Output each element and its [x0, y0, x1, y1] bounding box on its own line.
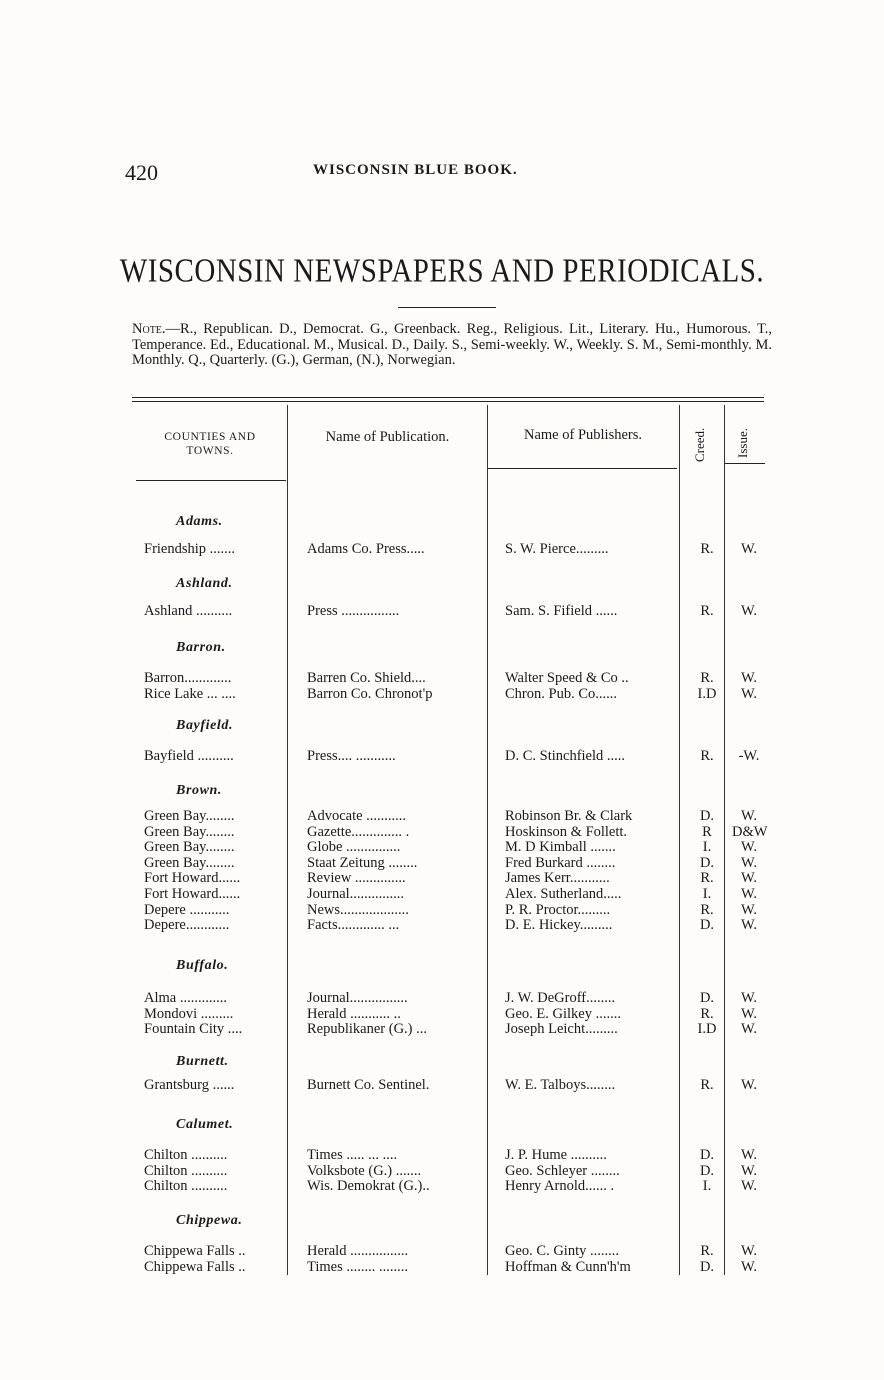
town-cell: Fort Howard...... — [144, 870, 241, 887]
publisher-cell: J. P. Hume .......... — [505, 1147, 607, 1163]
creed-cell: D. — [699, 808, 715, 824]
county-heading: Brown. — [176, 783, 223, 798]
publication-cell: Facts............. ... — [307, 917, 400, 934]
town-cell: Chilton .......... — [144, 1147, 228, 1163]
issue-cell: -W. — [738, 748, 760, 764]
table-row — [0, 839, 884, 855]
creed-cell: D. — [699, 1162, 715, 1179]
table-row — [0, 1077, 884, 1093]
publication-cell: Barren Co. Shield.... — [307, 670, 426, 686]
creed-cell: R. — [700, 901, 714, 918]
table-row — [0, 603, 884, 619]
publication-cell: Globe ............... — [307, 839, 401, 856]
column-header-publishers: Name of Publishers. — [524, 427, 642, 443]
publisher-cell: D. C. Stinchfield ..... — [505, 748, 626, 764]
publication-cell: Republikaner (G.) ... — [307, 1021, 427, 1038]
publisher-cell: P. R. Proctor......... — [505, 901, 611, 918]
creed-cell: D. — [699, 990, 715, 1006]
county-heading: Ashland. — [176, 576, 233, 591]
creed-cell: R. — [700, 603, 714, 619]
creed-cell: D. — [699, 1258, 715, 1275]
issue-cell: W. — [741, 1147, 757, 1163]
issue-cell: W. — [741, 1021, 757, 1038]
creed-cell: R. — [700, 748, 714, 764]
publisher-cell: Geo. C. Ginty ........ — [505, 1243, 619, 1259]
creed-cell: I.D — [697, 685, 717, 702]
table-row — [0, 824, 884, 840]
town-cell: Grantsburg ...... — [144, 1077, 235, 1093]
abbreviation-note — [132, 322, 772, 369]
creed-cell: D. — [699, 917, 715, 934]
table-row — [0, 1178, 884, 1194]
issue-cell: W. — [741, 990, 757, 1006]
issue-cell: W. — [741, 670, 757, 686]
table-row — [0, 886, 884, 902]
town-cell: Ashland .......... — [144, 603, 233, 619]
county-heading: Chippewa. — [176, 1213, 243, 1228]
town-cell: Fountain City .... — [144, 1021, 243, 1038]
creed-cell: R — [702, 823, 712, 840]
publication-cell: Herald ........... .. — [307, 1005, 401, 1022]
table-row — [0, 1259, 884, 1275]
creed-cell: R. — [700, 541, 714, 557]
publisher-cell: Fred Burkard ........ — [505, 854, 616, 871]
running-title: WISCONSIN BLUE BOOK. — [313, 162, 518, 178]
table-row — [0, 917, 884, 933]
header-rule-towns — [136, 480, 286, 481]
publisher-cell: Joseph Leicht......... — [505, 1021, 618, 1038]
town-cell: Depere ........... — [144, 901, 230, 918]
table-row — [0, 1021, 884, 1037]
column-header-creed: Creed. — [692, 427, 707, 462]
table-row — [0, 748, 884, 764]
table-top-rule — [132, 397, 764, 398]
column-header-issue: Issue. — [735, 428, 750, 458]
note-text: —R., Republican. D., Democrat. G., Greenback. Reg., Religious. Lit., Literary. Hu., Humorous. T., Temperance. Ed., Educational. M., Musical. D., Daily. S., Semi-weekly. W., Weekly. S. M., Semi-monthly. M. Monthly. Q., Quarterly. (G.), German, (N.), Norwegian. — [132, 321, 772, 368]
table-row — [0, 902, 884, 918]
issue-cell: W. — [741, 870, 757, 887]
table-row — [0, 990, 884, 1006]
town-cell: Green Bay........ — [144, 839, 235, 856]
publication-cell: Times ..... ... .... — [307, 1147, 398, 1163]
county-heading: Calumet. — [176, 1117, 234, 1132]
column-header-towns-line2: TOWNS. — [186, 445, 234, 457]
town-cell: Mondovi ......... — [144, 1005, 234, 1022]
publication-cell: News................... — [307, 901, 409, 918]
publisher-cell: Walter Speed & Co .. — [505, 670, 629, 686]
publication-cell: Wis. Demokrat (G.).. — [307, 1178, 430, 1195]
issue-cell: W. — [741, 854, 757, 871]
town-cell: Barron............. — [144, 670, 232, 686]
publisher-cell: Geo. E. Gilkey ....... — [505, 1005, 621, 1022]
issue-cell: W. — [741, 685, 757, 702]
issue-cell: W. — [741, 1005, 757, 1022]
issue-cell: W. — [741, 886, 757, 902]
publication-cell: Press ................ — [307, 603, 400, 619]
page-title: WISCONSIN NEWSPAPERS AND PERIODICALS. — [119, 252, 765, 290]
creed-cell: I.D — [697, 1021, 717, 1038]
table-row — [0, 855, 884, 871]
county-heading: Barron. — [176, 640, 226, 655]
publisher-cell: Chron. Pub. Co...... — [505, 685, 617, 702]
table-row — [0, 1163, 884, 1179]
town-cell: Green Bay........ — [144, 823, 235, 840]
publication-cell: Journal................ — [307, 990, 408, 1006]
publication-cell: Times ........ ........ — [307, 1258, 408, 1275]
column-header-towns — [140, 430, 280, 458]
county-heading: Burnett. — [176, 1054, 229, 1069]
table-top-rule-inner — [132, 401, 764, 402]
issue-cell: W. — [741, 917, 757, 934]
creed-cell: D. — [699, 854, 715, 871]
publication-cell: Burnett Co. Sentinel. — [307, 1077, 430, 1093]
issue-cell: W. — [741, 1258, 757, 1275]
town-cell: Green Bay........ — [144, 854, 235, 871]
creed-cell: I. — [702, 886, 712, 902]
running-header — [125, 160, 565, 190]
town-cell: Chilton .......... — [144, 1162, 228, 1179]
column-header-towns-line1: COUNTIES AND — [164, 431, 256, 443]
publisher-cell: W. E. Talboys........ — [505, 1077, 616, 1093]
publisher-cell: Hoskinson & Follett. — [505, 823, 628, 840]
town-cell: Green Bay........ — [144, 808, 235, 824]
column-header-publication: Name of Publication. — [325, 429, 450, 445]
town-cell: Bayfield .......... — [144, 748, 234, 764]
issue-cell: W. — [741, 1243, 757, 1259]
table-row — [0, 870, 884, 886]
table-row — [0, 1147, 884, 1163]
publisher-cell: Robinson Br. & Clark — [505, 808, 633, 824]
issue-cell: W. — [741, 1077, 757, 1093]
publication-cell: Press.... ........... — [307, 748, 396, 764]
creed-cell: R. — [700, 1077, 714, 1093]
publisher-cell: Alex. Sutherland..... — [505, 886, 622, 902]
note-lead: Note. — [132, 321, 166, 337]
table-row — [0, 541, 884, 557]
creed-cell: I. — [702, 839, 712, 856]
creed-cell: R. — [700, 870, 714, 887]
publication-cell: Adams Co. Press..... — [307, 541, 425, 557]
table-row — [0, 686, 884, 702]
creed-cell: D. — [699, 1147, 715, 1163]
publisher-cell: J. W. DeGroff........ — [505, 990, 616, 1006]
header-rule-publishers — [487, 468, 677, 469]
issue-cell: D&W — [732, 823, 768, 840]
table-row — [0, 808, 884, 824]
publisher-cell: D. E. Hickey......... — [505, 917, 613, 934]
publication-cell: Volksbote (G.) ....... — [307, 1162, 422, 1179]
publisher-cell: Sam. S. Fifield ...... — [505, 603, 618, 619]
page-number: 420 — [125, 160, 158, 185]
title-divider — [398, 307, 496, 308]
town-cell: Chippewa Falls .. — [144, 1243, 246, 1259]
issue-cell: W. — [741, 541, 757, 557]
publication-cell: Gazette.............. . — [307, 823, 410, 840]
issue-cell: W. — [741, 839, 757, 856]
publisher-cell: Henry Arnold...... . — [505, 1178, 615, 1195]
issue-cell: W. — [741, 1162, 757, 1179]
publication-cell: Barron Co. Chronot'p — [307, 685, 433, 702]
table-row — [0, 670, 884, 686]
publication-cell: Review .............. — [307, 870, 406, 887]
publisher-cell: M. D Kimball ....... — [505, 839, 616, 856]
publisher-cell: James Kerr........... — [505, 870, 610, 887]
issue-cell: W. — [741, 808, 757, 824]
town-cell: Chilton .......... — [144, 1178, 228, 1195]
town-cell: Depere............ — [144, 917, 230, 934]
town-cell: Fort Howard...... — [144, 886, 241, 902]
publication-cell: Advocate ........... — [307, 808, 407, 824]
creed-cell: R. — [700, 670, 714, 686]
town-cell: Chippewa Falls .. — [144, 1258, 246, 1275]
publisher-cell: Geo. Schleyer ........ — [505, 1162, 620, 1179]
publication-cell: Herald ................ — [307, 1243, 409, 1259]
county-heading: Bayfield. — [176, 718, 234, 733]
table-row — [0, 1243, 884, 1259]
publisher-cell: Hoffman & Cunn'h'm — [505, 1258, 631, 1275]
creed-cell: R. — [700, 1243, 714, 1259]
publication-cell: Journal............... — [307, 886, 405, 902]
town-cell: Friendship ....... — [144, 541, 236, 557]
header-rule-issue — [725, 463, 765, 464]
publisher-cell: S. W. Pierce......... — [505, 541, 609, 557]
table-row — [0, 1006, 884, 1022]
publication-cell: Staat Zeitung ........ — [307, 854, 418, 871]
issue-cell: W. — [741, 1178, 757, 1195]
town-cell: Rice Lake ... .... — [144, 685, 236, 702]
town-cell: Alma ............. — [144, 990, 227, 1006]
issue-cell: W. — [741, 901, 757, 918]
county-heading: Adams. — [176, 514, 223, 529]
issue-cell: W. — [741, 603, 757, 619]
county-heading: Buffalo. — [176, 958, 229, 973]
creed-cell: R. — [700, 1005, 714, 1022]
creed-cell: I. — [702, 1178, 712, 1195]
